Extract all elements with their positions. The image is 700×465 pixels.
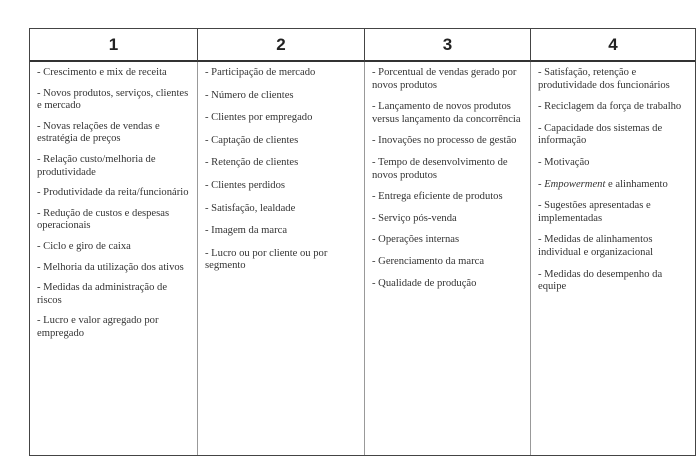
list-item: - Satisfação, retenção e produtividade dos funcionários xyxy=(538,67,670,91)
list-item: - Clientes por empregado xyxy=(205,112,313,124)
column-2 xyxy=(198,62,365,455)
column-1 xyxy=(30,62,198,455)
list-item: - Medidas da administração de riscos xyxy=(37,282,168,306)
list-item: - Lançamento de novos produtos versus lançamento da concorrência xyxy=(372,101,521,125)
list-item: - Inovações no processo de gestão xyxy=(372,135,517,147)
list-item: - Novas relações de vendas e estratégia de preços xyxy=(37,120,160,145)
list-item: - Captação de clientes xyxy=(205,134,299,146)
list-item: - Lucro e valor agregado por empregado xyxy=(37,315,159,339)
list-item: - Melhoria da utilização dos ativos xyxy=(37,261,184,273)
empowerment-term: Empowerment xyxy=(544,178,606,190)
list-item: - Imagem da marca xyxy=(205,225,288,237)
list-item-empowerment xyxy=(538,179,689,192)
list-item: - Crescimento e mix de receita xyxy=(37,67,167,78)
list-item: - Satisfação, lealdade xyxy=(205,202,296,214)
list-item: - Porcentual de vendas gerado por novos produtos xyxy=(372,67,517,91)
column-header-4: 4 xyxy=(531,29,695,62)
list-item: - Serviço pós-venda xyxy=(372,212,457,224)
list-item: - Redução de custos e despesas operacionais xyxy=(37,207,170,232)
list-item: - Reciclagem da força de trabalho xyxy=(538,101,682,113)
list-item: - Operações internas xyxy=(372,234,460,246)
list-item: - Tempo de desenvolvimento de novos produtos xyxy=(372,156,508,181)
indicators-table xyxy=(29,28,696,456)
list-item: - Retenção de clientes xyxy=(205,157,299,169)
list-item: - Lucro ou por cliente ou por segmento xyxy=(205,247,328,272)
column-header-1: 1 xyxy=(30,29,198,62)
list-item: - Clientes perdidos xyxy=(205,179,286,191)
list-item: - Medidas do desempenho da equipe xyxy=(538,268,663,293)
list-item: - Novos produtos, serviços, clientes e mercado xyxy=(37,87,189,112)
column-header-3: 3 xyxy=(365,29,531,62)
list-item: - Relação custo/melhoria de produtividade xyxy=(37,153,156,178)
list-item: - Produtividade da reita/funcionário xyxy=(37,187,189,199)
list-item: - Gerenciamento da marca xyxy=(372,255,485,267)
list-item: - Sugestões apresentadas e implementadas xyxy=(538,200,651,224)
list-item: - Participação de mercado xyxy=(205,67,316,78)
list-item: - Entrega eficiente de produtos xyxy=(372,191,503,203)
list-item: - Motivação xyxy=(538,156,590,168)
empowerment-rest: e alinhamento xyxy=(605,178,668,190)
list-item-dash: - xyxy=(538,178,545,190)
list-item: - Qualidade de produção xyxy=(372,277,477,289)
list-item: - Número de clientes xyxy=(205,89,294,101)
list-item: - Ciclo e giro de caixa xyxy=(37,240,131,252)
column-3 xyxy=(365,62,531,455)
column-header-2: 2 xyxy=(198,29,365,62)
list-item: - Medidas de alinhamentos individual e organizacional xyxy=(538,234,654,258)
column-4 xyxy=(531,62,695,455)
list-item: - Capacidade dos sistemas de informação xyxy=(538,122,663,147)
